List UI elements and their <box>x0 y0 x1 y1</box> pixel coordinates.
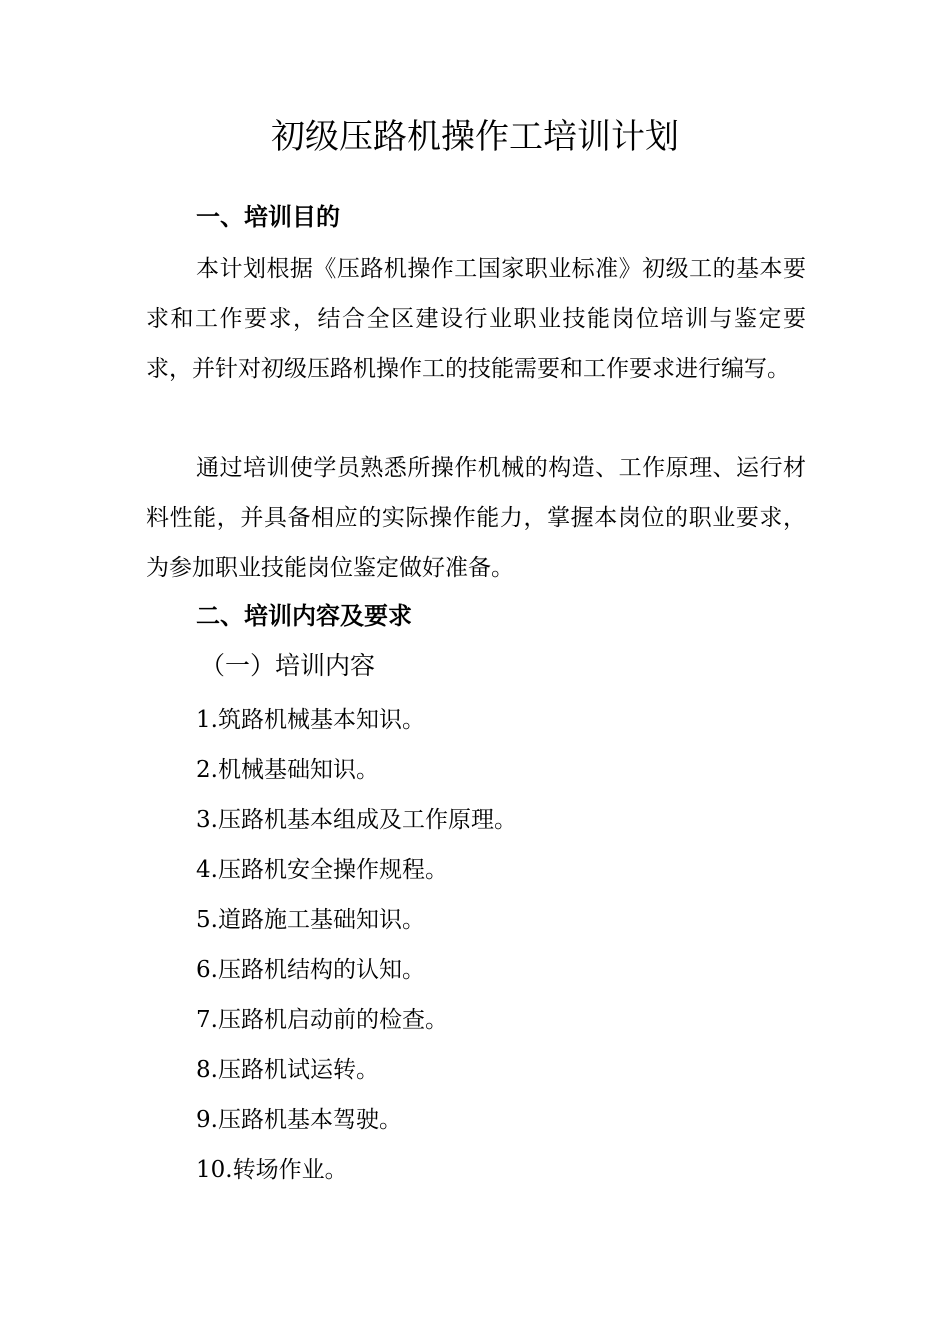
paragraph-purpose-goal: 通过培训使学员熟悉所操作机械的构造、工作原理、运行材料性能，并具备相应的实际操作能力，掌握本岗位的职业要求，为参加职业技能岗位鉴定做好准备。 <box>146 455 806 581</box>
list-item: 5.道路施工基础知识。 <box>196 907 425 933</box>
list-item: 3.压路机基本组成及工作原理。 <box>196 807 517 833</box>
list-item: 9.压路机基本驾驶。 <box>196 1107 402 1133</box>
subsection-heading-content: （一）培训内容 <box>200 651 376 680</box>
section-heading-purpose: 一、培训目的 <box>196 203 340 231</box>
list-item: 4.压路机安全操作规程。 <box>196 857 448 883</box>
list-item: 1.筑路机械基本知识。 <box>196 707 425 733</box>
list-item: 7.压路机启动前的检查。 <box>196 1007 448 1033</box>
list-item: 6.压路机结构的认知。 <box>196 957 425 983</box>
list-item: 2.机械基础知识。 <box>196 757 379 783</box>
list-item: 10.转场作业。 <box>196 1157 348 1183</box>
section-heading-content: 二、培训内容及要求 <box>196 602 412 630</box>
paragraph-purpose-basis: 本计划根据《压路机操作工国家职业标准》初级工的基本要求和工作要求，结合全区建设行业职业技能岗位培训与鉴定要求，并针对初级压路机操作工的技能需要和工作要求进行编写。 <box>146 256 806 382</box>
list-item: 8.压路机试运转。 <box>196 1057 379 1083</box>
training-content-list <box>196 695 517 1195</box>
document-title: 初级压路机操作工培训计划 <box>271 117 679 157</box>
